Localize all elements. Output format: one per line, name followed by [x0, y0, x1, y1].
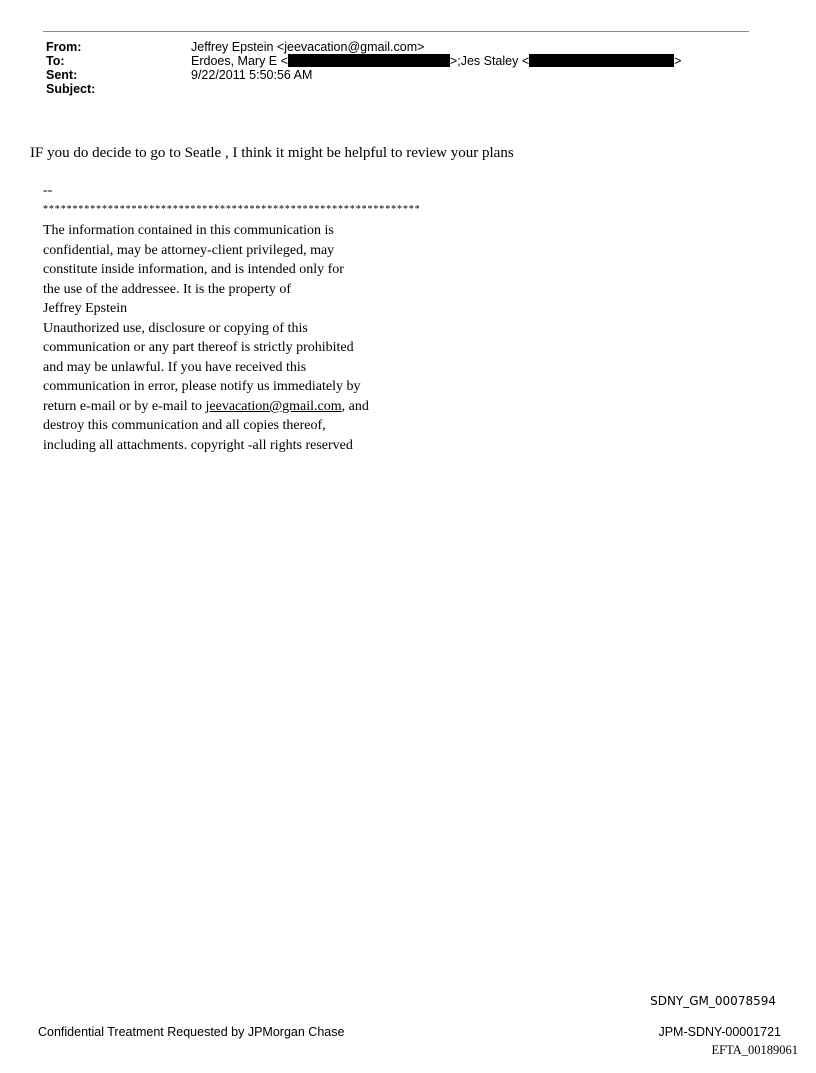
to-middle: >;Jes Staley < — [449, 54, 530, 68]
disclaimer-line: The information contained in this communication is — [43, 223, 334, 238]
redaction-bar — [529, 54, 674, 67]
to-prefix: Erdoes, Mary E < — [191, 54, 288, 68]
bates-number-efta: EFTA_00189061 — [711, 1043, 798, 1057]
to-value — [191, 54, 681, 68]
to-label: To: — [46, 54, 65, 68]
disclaimer-line: destroy this communication and all copies thereof, — [43, 418, 326, 433]
disclaimer-line: the use of the addressee. It is the property of — [43, 281, 292, 297]
disclaimer-line — [43, 397, 421, 417]
sent-label: Sent: — [46, 68, 78, 82]
disclaimer-text: return e-mail or by e-mail to — [43, 398, 206, 414]
signature-stars: **************************************************************** — [43, 204, 421, 215]
disclaimer-line: Unauthorized use, disclosure or copying of this — [43, 320, 308, 336]
bates-number-jpm: JPM-SDNY-00001721 — [658, 1025, 781, 1039]
signature-block — [43, 183, 421, 455]
disclaimer-text: , and — [341, 398, 369, 414]
disclaimer-line: including all attachments. copyright -all rights reserved — [43, 437, 353, 453]
disclaimer-line: communication or any part thereof is strictly prohibited — [43, 340, 354, 355]
disclaimer-line: Jeffrey Epstein — [43, 301, 128, 316]
email-link[interactable]: jeevacation@gmail.com — [205, 398, 342, 414]
from-label: From: — [46, 40, 82, 54]
redaction-bar — [288, 54, 450, 67]
confidential-notice: Confidential Treatment Requested by JPMorgan Chase — [38, 1025, 345, 1039]
subject-label: Subject: — [46, 82, 96, 96]
disclaimer-line: constitute inside information, and is intended only for — [43, 262, 344, 277]
to-suffix: > — [674, 54, 682, 68]
from-value: Jeffrey Epstein <jeevacation@gmail.com> — [191, 40, 425, 54]
message-body: IF you do decide to go to Seatle , I think it might be helpful to review your plans — [30, 145, 514, 161]
disclaimer-line: and may be unlawful. If you have received this — [43, 359, 307, 375]
disclaimer-line: communication in error, please notify us immediately by — [43, 379, 361, 394]
signature-dash: -- — [43, 183, 53, 198]
header-divider — [43, 31, 749, 32]
bates-number-sdny: SDNY_GM_00078594 — [650, 994, 776, 1008]
disclaimer-line: confidential, may be attorney-client privileged, may — [43, 242, 335, 258]
sent-value: 9/22/2011 5:50:56 AM — [191, 68, 313, 82]
